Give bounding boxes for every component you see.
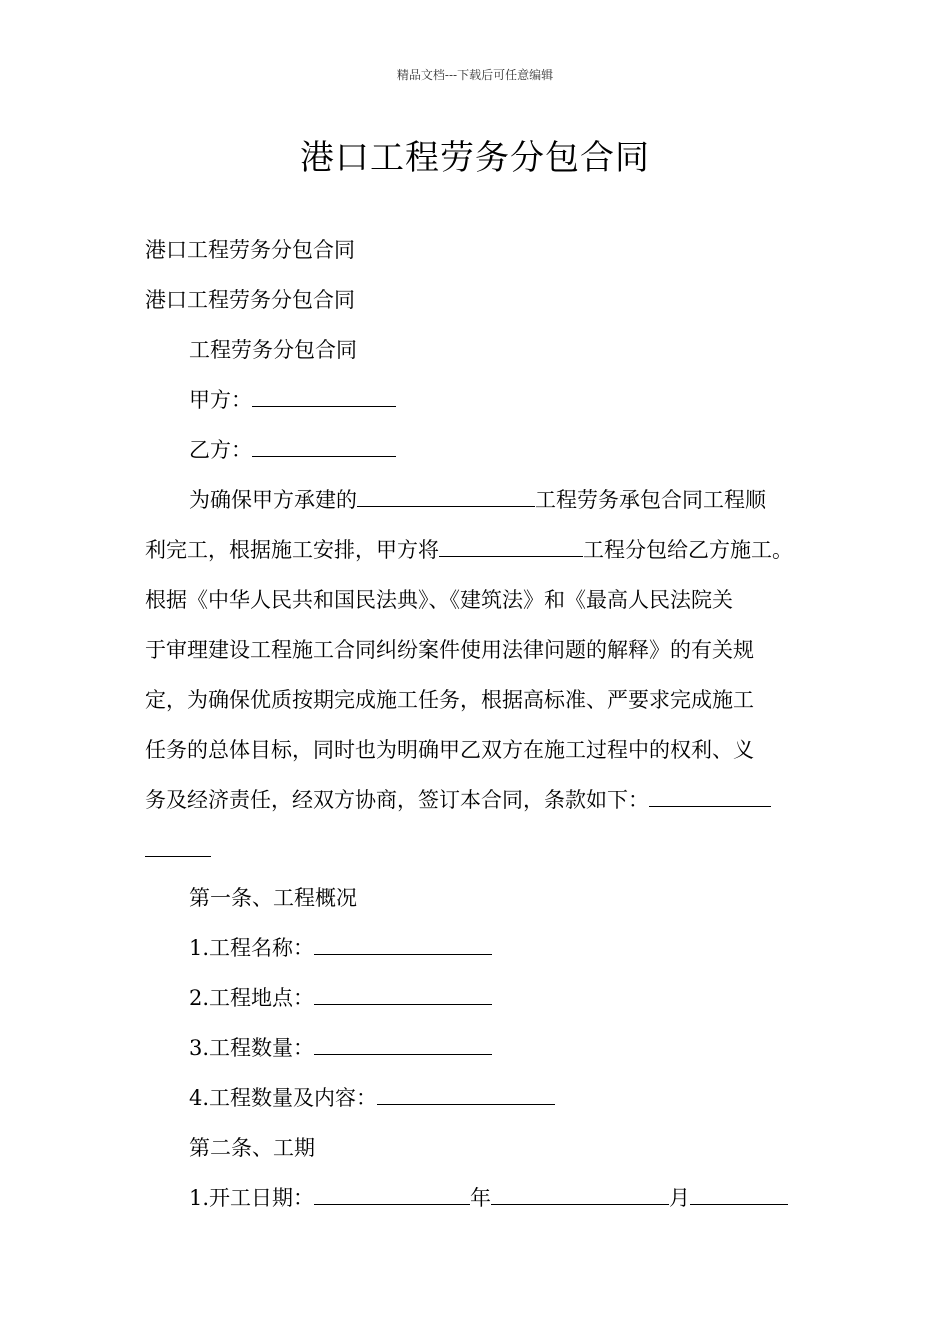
paragraph-line: 定，为确保优质按期完成施工任务，根据高标准、严要求完成施工 [145,688,754,712]
date-blank [314,1186,470,1205]
paragraph-line [145,535,793,565]
paragraph-line [145,835,211,865]
list-item [189,933,492,963]
list-item [189,1183,788,1213]
party-a-blank [252,388,396,407]
header-note: 精品文档---下载后可任意编辑 [396,68,554,82]
item-label: 3.工程数量： [189,1036,315,1060]
paragraph-text: 务及经济责任，经双方协商，签订本合同，条款如下： [145,788,649,812]
paragraph-line [145,785,771,815]
list-item [189,1033,492,1063]
subcontract-blank [439,538,583,557]
list-item [189,983,492,1013]
party-a-line [189,385,396,415]
article-heading: 第一条、工程概况 [189,886,357,910]
date-blank [690,1186,788,1205]
item-label: 1.开工日期： [189,1186,315,1210]
month-label: 月 [669,1186,691,1210]
subtitle-line: 工程劳务分包合同 [189,338,357,362]
project-blank [357,488,535,507]
item-blank [314,986,492,1005]
item-blank [314,936,492,955]
party-b-line [189,435,396,465]
paragraph-line [189,485,766,515]
paragraph-line: 于审理建设工程施工合同纠纷案件使用法律问题的解释》的有关规 [145,638,754,662]
subtitle-line: 港口工程劳务分包合同 [145,238,355,262]
paragraph-text: 工程分包给乙方施工。 [583,538,793,562]
date-blank [491,1186,669,1205]
item-blank [377,1086,555,1105]
paragraph-text: 工程劳务承包合同工程顺 [535,488,766,512]
item-label: 1.工程名称： [189,936,315,960]
paragraph-text: 利完工，根据施工安排，甲方将 [145,538,439,562]
item-blank [314,1036,492,1055]
terms-blank-cont [145,838,211,857]
year-label: 年 [470,1186,492,1210]
paragraph-line: 根据《中华人民共和国民法典》、《建筑法》和《最高人民法院关 [145,588,733,612]
party-b-blank [252,438,396,457]
terms-blank [649,788,771,807]
list-item [189,1083,555,1113]
party-b-label: 乙方： [189,438,252,462]
item-label: 2.工程地点： [189,986,315,1010]
article-heading: 第二条、工期 [189,1136,315,1160]
paragraph-line: 任务的总体目标，同时也为明确甲乙双方在施工过程中的权利、义 [145,738,754,762]
party-a-label: 甲方： [189,388,252,412]
document-title: 港口工程劳务分包合同 [300,138,650,178]
subtitle-line: 港口工程劳务分包合同 [145,288,355,312]
paragraph-text: 为确保甲方承建的 [189,488,357,512]
item-label: 4.工程数量及内容： [189,1086,378,1110]
